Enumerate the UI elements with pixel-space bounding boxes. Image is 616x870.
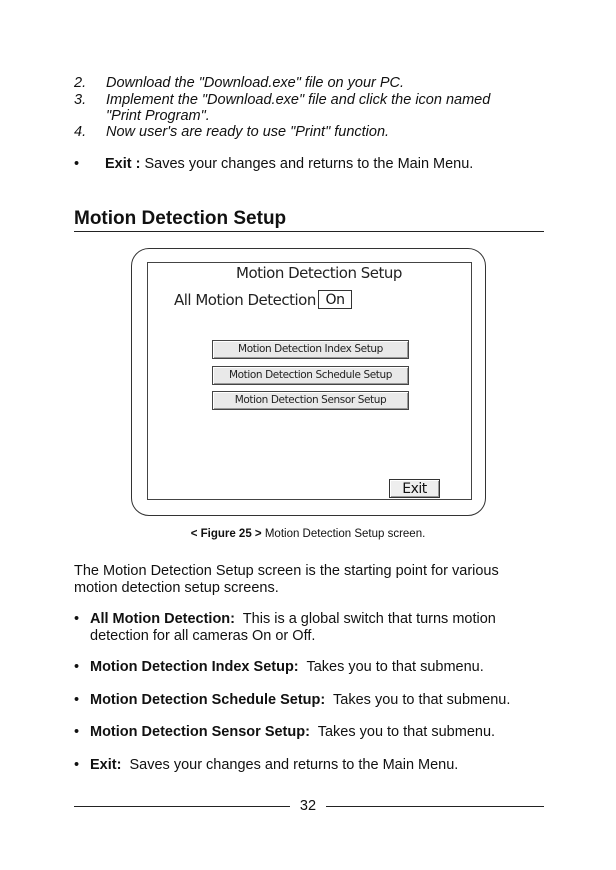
- all-motion-detection-value[interactable]: On: [318, 290, 352, 309]
- step-text-cont: "Print Program".: [106, 108, 210, 124]
- footer-rule-left: [74, 806, 290, 807]
- step-text: Implement the "Download.exe" file and click the icon named: [106, 92, 491, 108]
- section-rule: [74, 231, 544, 232]
- bullet-dot: •: [74, 724, 80, 740]
- step-number: 2.: [74, 75, 87, 91]
- bullet-dot: •: [74, 156, 80, 172]
- page-number: 32: [299, 798, 317, 814]
- bullet-text-cont: detection for all cameras On or Off.: [90, 628, 316, 644]
- schedule-setup-button[interactable]: Motion Detection Schedule Setup: [212, 366, 409, 385]
- step-2: [74, 75, 554, 91]
- bullet-text: Saves your changes and returns to the Main Menu.: [129, 757, 459, 773]
- intro-line: motion detection setup screens.: [74, 580, 279, 596]
- bullet-text: Takes you to that submenu.: [306, 659, 484, 675]
- exit-label: Exit :: [105, 156, 141, 172]
- bullet-text: This is a global switch that turns motion: [242, 611, 496, 627]
- step-text: Download the "Download.exe" file on your PC.: [106, 75, 405, 91]
- bullet-label: All Motion Detection:: [90, 611, 235, 627]
- step-text: Now user's are ready to use "Print" function.: [106, 124, 390, 140]
- bullet-index-setup: [74, 659, 554, 676]
- caption-prefix: < Figure 25 >: [190, 528, 262, 540]
- exit-text: Saves your changes and returns to the Main Menu.: [144, 156, 474, 172]
- intro-paragraph: [74, 563, 554, 597]
- bullet-all-motion-detection: [74, 611, 554, 645]
- bullet-label: Motion Detection Schedule Setup:: [90, 692, 326, 708]
- bullet-dot: •: [74, 692, 80, 708]
- osd-title: Motion Detection Setup: [236, 264, 402, 282]
- section-title: Motion Detection Setup: [74, 208, 287, 229]
- step-number: 3.: [74, 92, 87, 108]
- bullet-text: Takes you to that submenu.: [317, 724, 496, 740]
- bullet-label: Exit:: [90, 757, 122, 773]
- bullet-sensor-setup: [74, 724, 554, 741]
- bullet-text: Takes you to that submenu.: [333, 692, 511, 708]
- bullet-label: Motion Detection Sensor Setup:: [90, 724, 310, 740]
- index-setup-button[interactable]: Motion Detection Index Setup: [212, 340, 409, 359]
- step-3: [74, 92, 554, 124]
- bullet-dot: •: [74, 611, 80, 627]
- bullet-exit: [74, 757, 554, 774]
- footer-rule-right: [326, 806, 544, 807]
- bullet-label: Motion Detection Index Setup:: [90, 659, 299, 675]
- step-number: 4.: [74, 124, 87, 140]
- figure-caption: [0, 528, 616, 540]
- bullet-dot: •: [74, 659, 80, 675]
- osd-exit-button[interactable]: Exit: [389, 479, 440, 498]
- step-4: [74, 124, 554, 140]
- caption-text: Motion Detection Setup screen.: [264, 528, 426, 540]
- bullet-dot: •: [74, 757, 80, 773]
- all-motion-detection-label: All Motion Detection: [174, 291, 316, 309]
- intro-line: The Motion Detection Setup screen is the starting point for various: [74, 563, 499, 579]
- sensor-setup-button[interactable]: Motion Detection Sensor Setup: [212, 391, 409, 410]
- bullet-schedule-setup: [74, 692, 554, 709]
